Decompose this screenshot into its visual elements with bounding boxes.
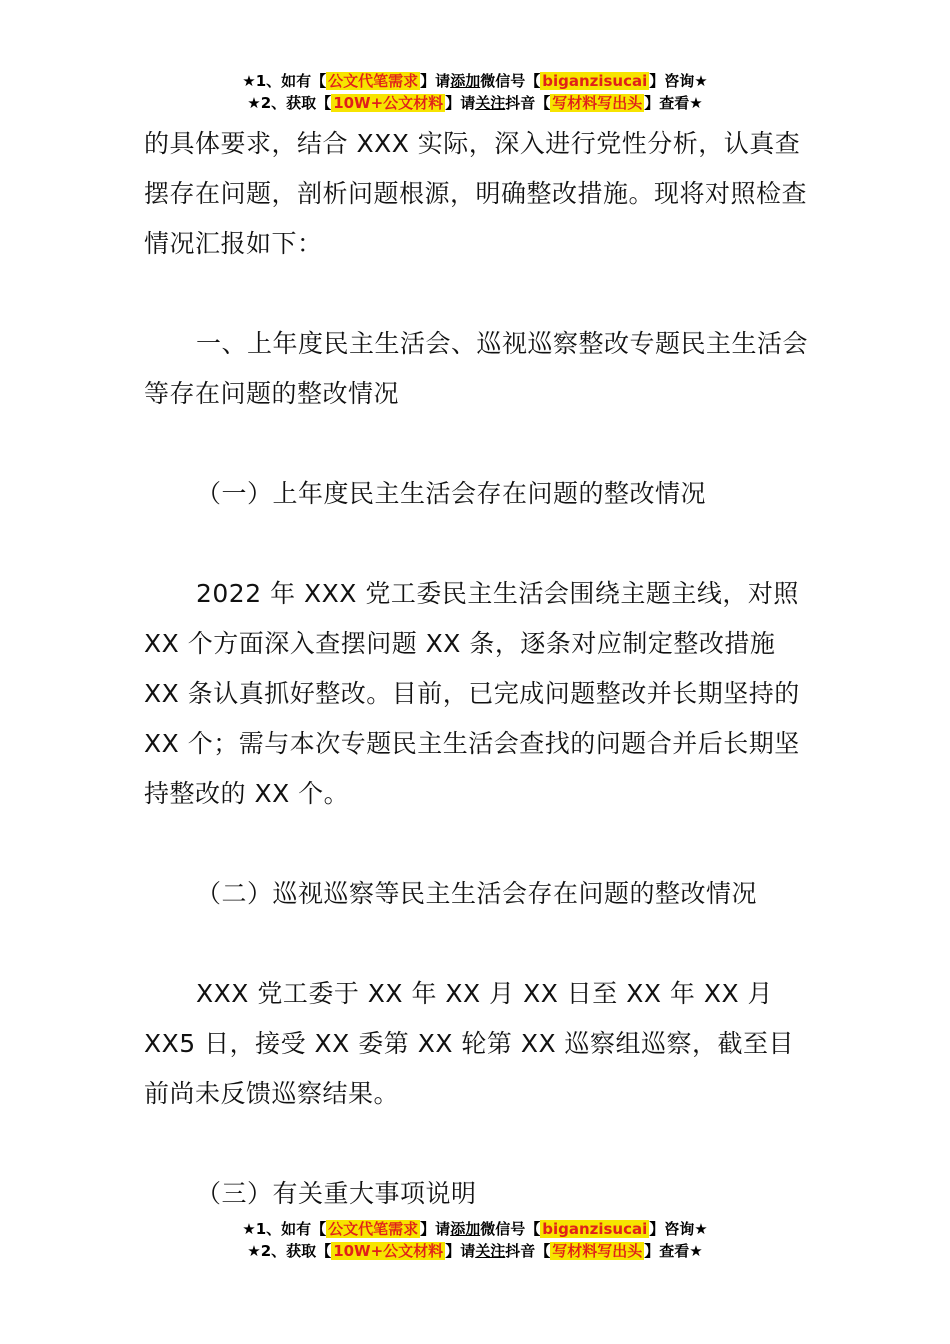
banner-underlined: 添加 [450,72,481,90]
banner-text: 】请 [445,1242,476,1260]
banner-text: 】咨询★ [649,1220,708,1238]
banner-underlined: 添加 [450,1220,481,1238]
banner-text: ★2、获取【 [247,94,332,112]
banner-text: 抖音【 [505,1242,551,1260]
banner-line-2 [0,92,950,114]
banner-text: 】咨询★ [649,72,708,90]
banner-text: ★1、如有【 [242,72,327,90]
banner-highlight: 10W+公文材料 [333,94,444,112]
banner-highlight: biganzisucai [542,72,648,90]
banner-text: 抖音【 [505,94,551,112]
banner-text: 】查看★ [644,94,703,112]
banner-text: 】请 [445,94,476,112]
banner-text: ★1、如有【 [242,1220,327,1238]
banner-highlight: 公文代笔需求 [328,72,419,90]
banner-text: 微信号【 [480,72,541,90]
banner-line-1 [0,1218,950,1240]
section-heading: 一、上年度民主生活会、巡视巡察整改专题民主生活会等存在问题的整改情况 [144,329,809,408]
banner-line-1 [0,70,950,92]
paragraph-1: 2022 年 XXX 党工委民主生活会围绕主题主线，对照 XX 个方面深入查摆问题 XX 条，逐条对应制定整改措施 XX 条认真抓好整改。目前，已完成问题整改并长期坚持的 XX 个；需与本次专题民主生活会查找的问题合并后长期坚持整改的 XX 个。 [144,579,800,808]
paragraph-2: XXX 党工委于 XX 年 XX 月 XX 日至 XX 年 XX 月 XX5 日，接受 XX 委第 XX 轮第 XX 巡察组巡察，截至目前尚未反馈巡察结果。 [144,979,795,1108]
document-body [144,119,808,1219]
subsection-heading-2: （二）巡视巡察等民主生活会存在问题的整改情况 [196,879,758,908]
banner-highlight: 写材料写出头 [552,94,643,112]
banner-text: 】请 [420,72,451,90]
banner-text: ★2、获取【 [247,1242,332,1260]
banner-highlight: 10W+公文材料 [333,1242,444,1260]
subsection-heading-1: （一）上年度民主生活会存在问题的整改情况 [196,479,707,508]
banner-underlined: 关注 [475,1242,506,1260]
paragraph-continued: 的具体要求，结合 XXX 实际，深入进行党性分析，认真查摆存在问题，剖析问题根源，明确整改措施。现将对照检查情况汇报如下： [144,129,808,258]
banner-highlight: 写材料写出头 [552,1242,643,1260]
subsection-heading-3: （三）有关重大事项说明 [196,1179,477,1208]
banner-highlight: biganzisucai [542,1220,648,1238]
footer-banner [0,1218,950,1262]
banner-line-2 [0,1240,950,1262]
banner-text: 微信号【 [480,1220,541,1238]
banner-highlight: 公文代笔需求 [328,1220,419,1238]
banner-text: 】请 [420,1220,451,1238]
banner-underlined: 关注 [475,94,506,112]
banner-text: 】查看★ [644,1242,703,1260]
header-banner [0,70,950,114]
